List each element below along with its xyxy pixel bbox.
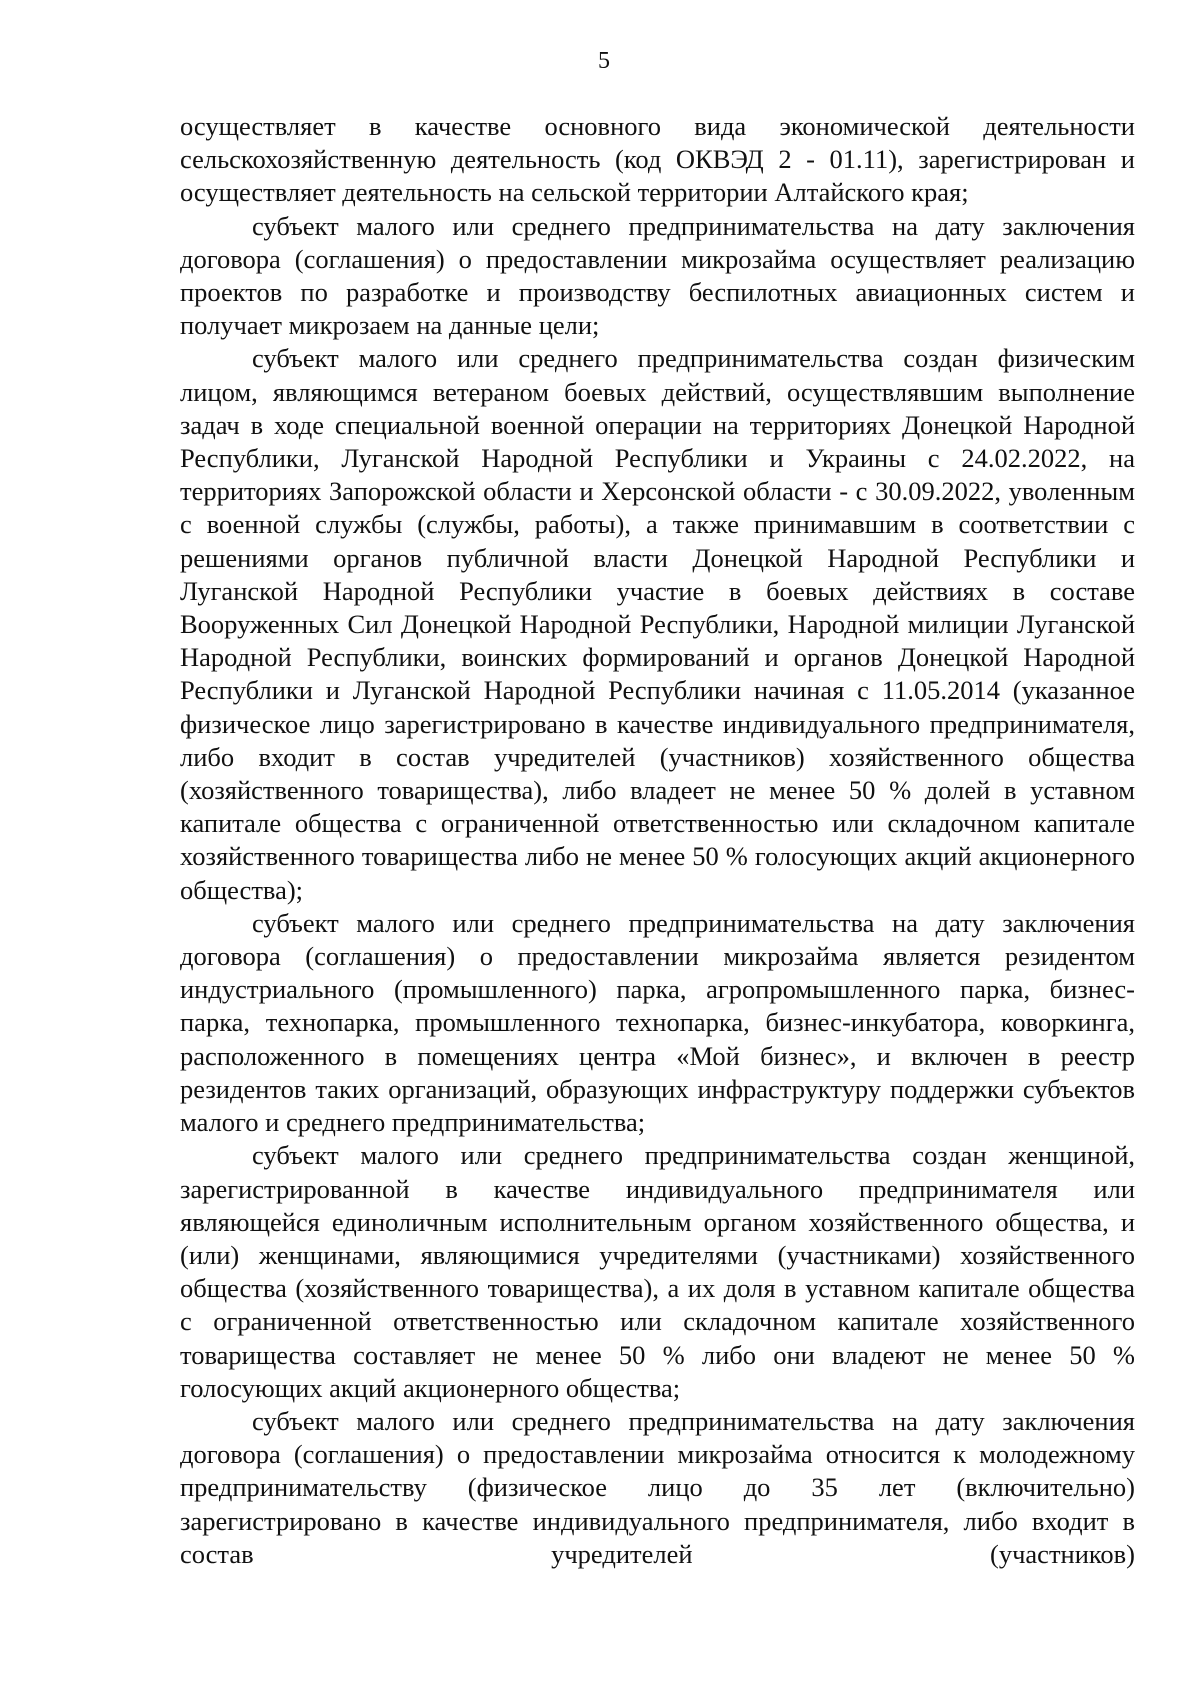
document-body	[180, 110, 1135, 1571]
paragraph-industrial-park-resident: субъект малого или среднего предпринимательства на дату заключения договора (соглашения) о предоставлении микрозайма является резидентом индустриального (промышленного) парка, агропромышленного парка, бизнес-парка, технопарка, промышленного технопарка, бизнес-инкубатора, коворкинга, расположенного в помещениях центра «Мой бизнес», и включен в реестр резидентов таких организаций, образующих инфраструктуру поддержки субъектов малого и среднего предпринимательства;	[180, 907, 1135, 1138]
paragraph-drone-projects: субъект малого или среднего предпринимательства на дату заключения договора (соглашения) о предоставлении микрозайма осуществляет реализацию проектов по разработке и производству беспилотных авиационных систем и получает микрозаем на данные цели;	[180, 210, 1135, 341]
paragraph-women-entrepreneurs: субъект малого или среднего предпринимательства создан женщиной, зарегистрированной в качестве индивидуального предпринимателя или являющейся единоличным исполнительным органом хозяйственного общества, и (или) женщинами, являющимися учредителями (участниками) хозяйственного общества (хозяйственного товарищества), а их доля в уставном капитале общества с ограниченной ответственностью или складочном капитале хозяйственного товарищества составляет не менее 50 % либо они владеют не менее 50 % голосующих акций акционерного общества;	[180, 1140, 1135, 1403]
paragraph-continuation: осуществляет в качестве основного вида экономической деятельности сельскохозяйственную деятельность (код ОКВЭД 2 - 01.11), зарегистрирован и осуществляет деятельность на сельской территории Алтайского края;	[180, 111, 1135, 208]
paragraph-veteran-founder: субъект малого или среднего предпринимательства создан физическим лицом, являющимся ветераном боевых действий, осуществлявшим выполнение задач в ходе специальной военной операции на территориях Донецкой Народной Республики, Луганской Народной Республики и Украины с 24.02.2022, на территориях Запорожской области и Херсонской области - с 30.09.2022, уволенным с военной службы (службы, работы), а также принимавшим в соответствии с решениями органов публичной власти Донецкой Народной Республики и Луганской Народной Республики участие в боевых действиях в составе Вооруженных Сил Донецкой Народной Республики, Народной милиции Луганской Народной Республики, воинских формирований и органов Донецкой Народной Республики и Луганской Народной Республики начиная с 11.05.2014 (указанное физическое лицо зарегистрировано в качестве индивидуального предпринимателя, либо входит в состав учредителей (участников) хозяйственного общества (хозяйственного товарищества), либо владеет не менее 50 % долей в уставном капитале общества с ограниченной ответственностью или складочном капитале хозяйственного товарищества либо не менее 50 % голосующих акций акционерного общества);	[180, 343, 1135, 905]
paragraph-youth-entrepreneurship: субъект малого или среднего предпринимательства на дату заключения договора (соглашения) о предоставлении микрозайма относится к молодежному предпринимательству (физическое лицо до 35 лет (включительно) зарегистрировано в качестве индивидуального предпринимателя, либо входит в состав учредителей (участников)	[180, 1405, 1135, 1569]
page-number: 5	[598, 48, 610, 74]
